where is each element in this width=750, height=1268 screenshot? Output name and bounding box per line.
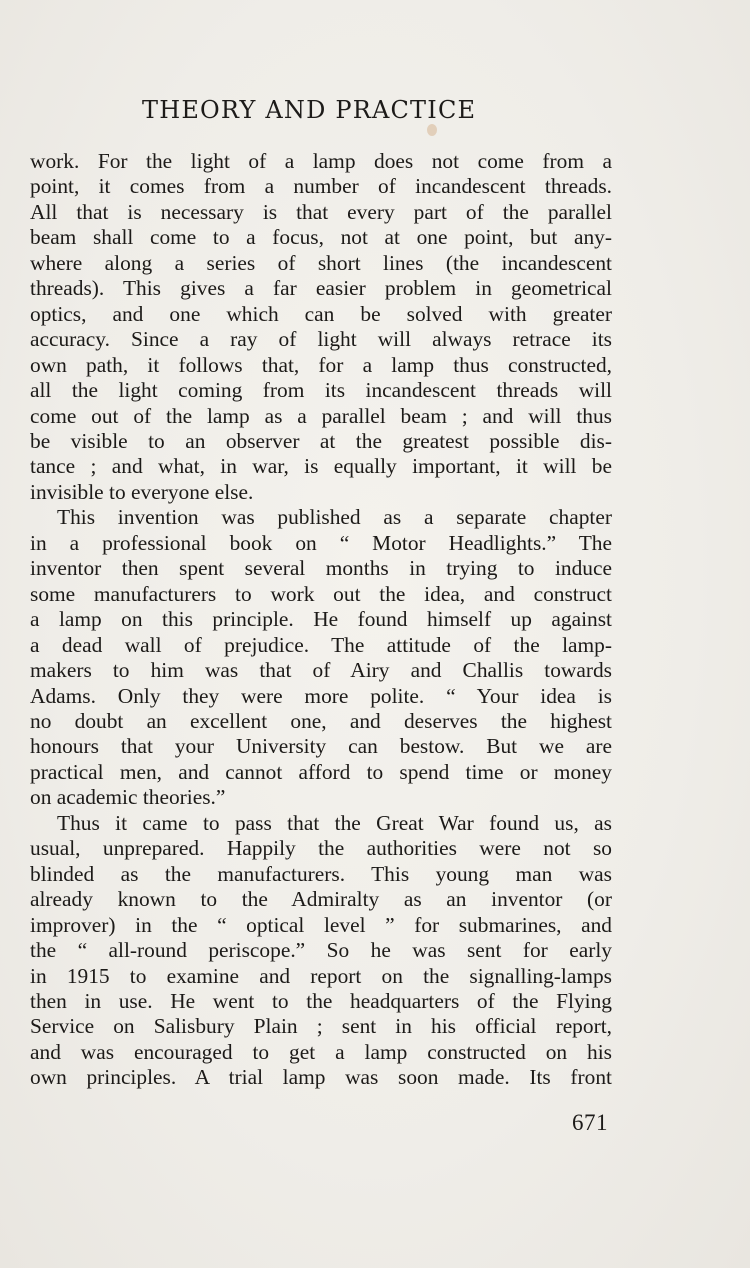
text-line: Thus it came to pass that the Great War found us, as — [57, 810, 612, 835]
text-line: work. For the light of a lamp does not come from a — [30, 149, 612, 173]
page-number: 671 — [572, 1110, 608, 1135]
text-line: This invention was published as a separate chapter — [57, 505, 612, 530]
text-line: threads). This gives a far easier problem in geometrical — [30, 276, 612, 301]
text-line: already known to the Admiralty as an inventor (or — [30, 887, 612, 912]
text-line: own principles. A trial lamp was soon made. Its front — [30, 1065, 612, 1090]
text-line: in 1915 to examine and report on the signalling-lamps — [30, 963, 612, 988]
text-line: where along a series of short lines (the incandescent — [30, 250, 612, 275]
text-line: Service on Salisbury Plain ; sent in his official report, — [30, 1014, 612, 1039]
text-line: invisible to everyone else. — [30, 479, 254, 504]
running-head: THEORY AND PRACTICE — [142, 96, 477, 124]
paper-stain — [427, 124, 437, 136]
text-line: no doubt an excellent one, and deserves the highest — [30, 708, 612, 733]
text-line: accuracy. Since a ray of light will always retrace its — [30, 327, 612, 352]
text-line: usual, unprepared. Happily the authorities were not so — [30, 836, 612, 861]
text-line: All that is necessary is that every part of the parallel — [30, 199, 612, 224]
text-line: in a professional book on “ Motor Headlights.” The — [30, 530, 612, 555]
text-line: honours that your University can bestow. But we are — [30, 734, 612, 759]
text-line: blinded as the manufacturers. This young man was — [30, 861, 612, 886]
text-line: practical men, and cannot afford to spend time or money — [30, 759, 612, 784]
text-line: then in use. He went to the headquarters of the Flying — [30, 988, 612, 1013]
text-line: optics, and one which can be solved with greater — [30, 301, 612, 326]
text-line: point, it comes from a number of incandescent threads. — [30, 174, 612, 199]
text-line: a dead wall of prejudice. The attitude of the lamp- — [30, 632, 612, 657]
text-line: and was encouraged to get a lamp constructed on his — [30, 1039, 612, 1064]
text-line: improver) in the “ optical level ” for submarines, and — [30, 912, 612, 937]
text-line: a lamp on this principle. He found himself up against — [30, 607, 612, 632]
text-line: beam shall come to a focus, not at one point, but any- — [30, 225, 612, 250]
text-line: all the light coming from its incandescent threads will — [30, 378, 612, 403]
text-line: Adams. Only they were more polite. “ Your idea is — [30, 683, 612, 708]
text-line: some manufacturers to work out the idea, and construct — [30, 581, 612, 606]
text-line: makers to him was that of Airy and Challis towards — [30, 658, 612, 683]
text-line: come out of the lamp as a parallel beam ; and will thus — [30, 403, 612, 428]
text-line: tance ; and what, in war, is equally important, it will be — [30, 454, 612, 479]
text-line: inventor then spent several months in trying to induce — [30, 556, 612, 581]
text-line: on academic theories.” — [30, 785, 226, 810]
text-line: the “ all-round periscope.” So he was sent for early — [30, 938, 612, 963]
text-line: be visible to an observer at the greatest possible dis- — [30, 428, 612, 453]
text-line: own path, it follows that, for a lamp thus constructed, — [30, 352, 612, 377]
body-text — [30, 149, 612, 1091]
